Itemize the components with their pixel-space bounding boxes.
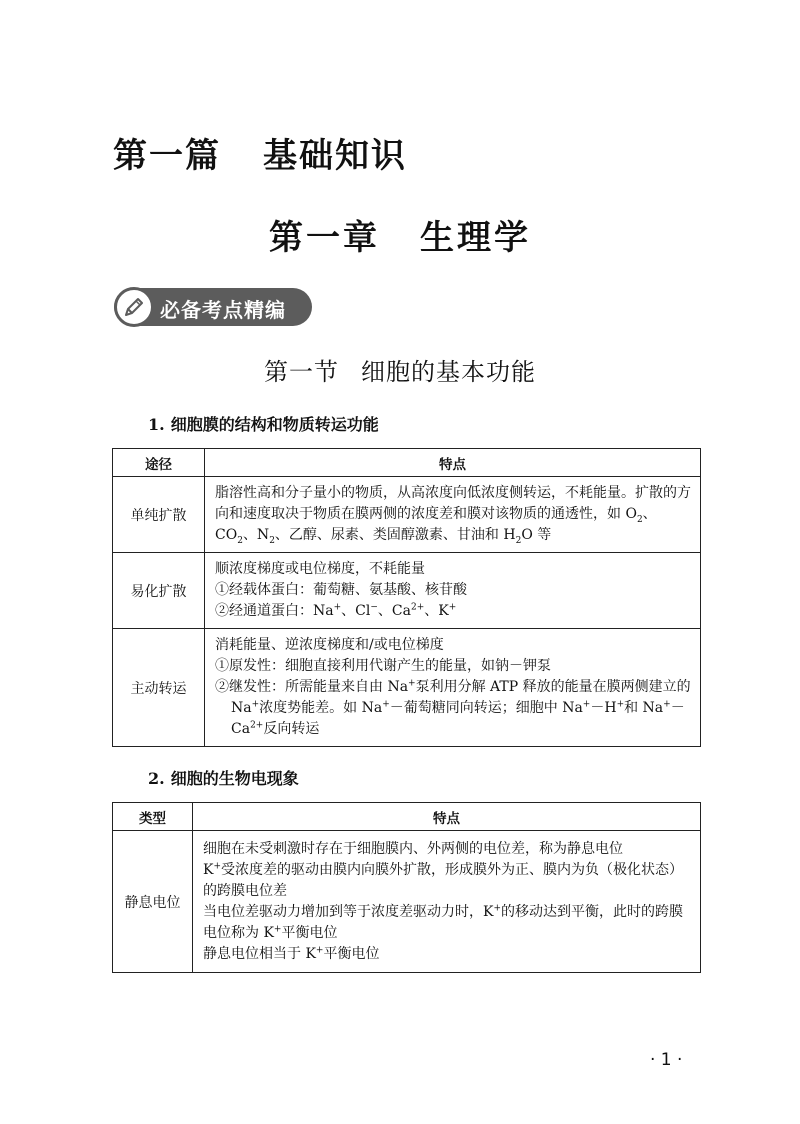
superscript: + (448, 602, 457, 613)
superscript: + (408, 678, 416, 689)
superscript: + (213, 861, 222, 872)
text-span: 当电位差驱动力增加到等于浓度差驱动力时，K (203, 904, 494, 920)
subheading-text: 细胞的生物电现象 (170, 769, 299, 788)
text-span: 、N (242, 527, 270, 543)
superscript: + (273, 924, 282, 935)
text-span: －葡萄糖同向转运；细胞中 Na (389, 700, 583, 716)
text-span: 、K (424, 603, 449, 619)
row-label: 静息电位 (113, 831, 193, 973)
superscript: + (582, 699, 591, 710)
text-span: 静息电位相当于 K (203, 946, 316, 962)
row-content (205, 553, 701, 629)
part-title-number: 第一篇 (113, 136, 221, 176)
table-header-row (113, 803, 701, 831)
part-title (113, 128, 407, 177)
section-title-number: 第一节 (264, 358, 339, 386)
text-span: 、乙醇、尿素、类固醇激素、甘油和 H (274, 527, 516, 543)
text-span: 的移动达到平衡，此时的跨膜电位称为 K (203, 904, 684, 941)
badge-label: 必备考点精编 (160, 298, 286, 322)
column-header: 类型 (113, 803, 193, 831)
text-line: ①经载体蛋白：葡萄糖、氨基酸、核苷酸 (215, 582, 467, 598)
text-line (203, 860, 692, 902)
superscript: 2+ (250, 720, 264, 731)
text-span: 脂溶性高和分子量小的物质，从高浓度向低浓度侧转运，不耗能量。扩散的方向和速度取决于物质在膜两侧的浓度差和膜对该物质的通透性，如 O (215, 485, 691, 522)
text-line (203, 944, 692, 965)
subheading-1 (148, 412, 379, 435)
table-row (113, 629, 701, 747)
superscript: + (663, 699, 671, 710)
subheading-number: 2. (148, 769, 165, 788)
subscript: 2 (636, 514, 643, 525)
subscript: 2 (237, 535, 243, 546)
row-content (193, 831, 701, 973)
table-row (113, 831, 701, 973)
text-span: 、Cl (341, 603, 371, 619)
subheading-2 (148, 766, 299, 789)
text-span: 和 Na (624, 700, 664, 716)
superscript: + (493, 903, 502, 914)
bioelectric-table (112, 802, 701, 973)
text-line: 细胞在未受刺激时存在于细胞膜内、外两侧的电位差，称为静息电位 (203, 841, 623, 857)
text-span: 受浓度差的驱动由膜内向膜外扩散，形成膜外为正、膜内为负（极化状态）的跨膜电位差 (203, 862, 684, 899)
text-line (215, 677, 692, 740)
text-span: ②经通道蛋白：Na (215, 603, 334, 619)
subheading-number: 1. (148, 415, 165, 434)
table-header-row (113, 449, 701, 477)
chapter-title-text: 生理学 (420, 218, 531, 258)
superscript: 2+ (410, 602, 425, 613)
subscript: 2 (269, 535, 275, 546)
table-row (113, 553, 701, 629)
text-line: 顺浓度梯度或电位梯度，不耗能量 (215, 561, 425, 577)
text-span: 、CO (215, 506, 657, 543)
text-line (203, 902, 692, 944)
transport-table (112, 448, 701, 747)
text-span: K (203, 862, 214, 878)
pencil-icon (114, 287, 154, 327)
text-line: 消耗能量、逆浓度梯度和/或电位梯度 (215, 637, 444, 653)
subscript: 2 (515, 535, 522, 546)
column-header: 途径 (113, 449, 205, 477)
text-span: 、Ca (377, 603, 411, 619)
superscript: + (333, 602, 342, 613)
column-header: 特点 (193, 803, 701, 831)
row-label: 易化扩散 (113, 553, 205, 629)
row-label: 主动转运 (113, 629, 205, 747)
text-span: 反向转运 (263, 721, 320, 737)
table-row (113, 477, 701, 553)
superscript: − (370, 602, 378, 613)
section-title (0, 352, 800, 387)
row-content (205, 629, 701, 747)
subheading-text: 细胞膜的结构和物质转运功能 (170, 415, 379, 434)
text-span: 平衡电位 (281, 925, 338, 941)
text-line (215, 601, 692, 622)
text-span: －H (590, 700, 617, 716)
text-span: O 等 (521, 527, 552, 543)
column-header: 特点 (205, 449, 701, 477)
text-line: ①原发性：细胞直接利用代谢产生的能量，如钠－钾泵 (215, 658, 551, 674)
chapter-title-number: 第一章 (269, 218, 380, 258)
section-badge (114, 288, 312, 326)
section-title-text: 细胞的基本功能 (361, 358, 536, 386)
text-span: 平衡电位 (323, 946, 380, 962)
page-number: · 1 · (650, 1050, 683, 1070)
superscript: + (616, 699, 625, 710)
text-span: 泵利用分解 ATP 释放的能量在膜两侧建立的 Na (231, 679, 691, 716)
text-span: 浓度势能差。如 Na (259, 700, 383, 716)
chapter-title (0, 210, 800, 259)
text-span: －Ca (231, 700, 685, 737)
row-content (205, 477, 701, 553)
superscript: + (251, 699, 260, 710)
part-title-text: 基础知识 (263, 136, 407, 176)
row-label: 单纯扩散 (113, 477, 205, 553)
superscript: + (382, 699, 390, 710)
superscript: + (315, 945, 324, 956)
text-span: ②继发性：所需能量来自由 Na (215, 679, 409, 695)
